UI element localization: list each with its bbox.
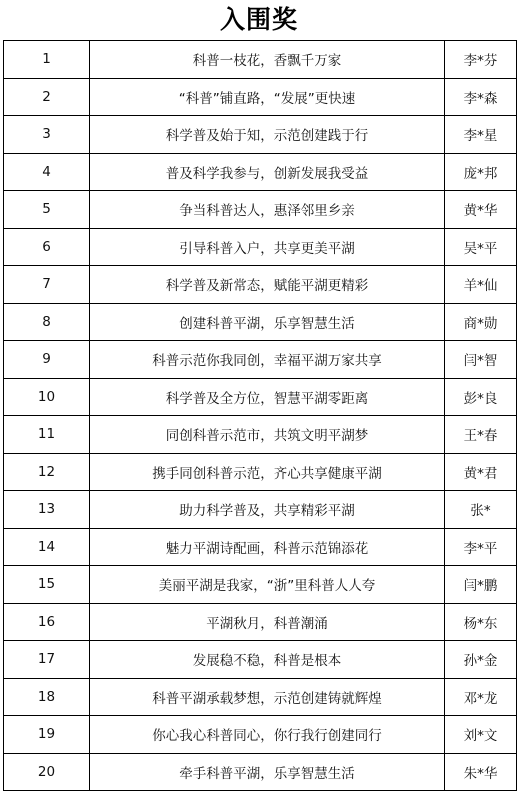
slogan-cell: 牵手科普平湖，乐享智慧生活 xyxy=(90,753,445,791)
slogan-cell: “科普”铺直路，“发展”更快速 xyxy=(90,78,445,116)
table-row xyxy=(4,228,517,266)
page-title: 入围奖 xyxy=(219,5,298,34)
table-row xyxy=(4,41,517,79)
row-number: 17 xyxy=(4,641,90,679)
slogan-cell: 科学普及始于知，示范创建践于行 xyxy=(90,116,445,154)
winner-name: 黄*华 xyxy=(445,191,517,229)
winner-name: 邓*龙 xyxy=(445,678,517,716)
slogan-cell: 普及科学我参与，创新发展我受益 xyxy=(90,153,445,191)
table-row xyxy=(4,528,517,566)
winner-name: 彭*良 xyxy=(445,378,517,416)
row-number: 13 xyxy=(4,491,90,529)
winner-name: 王*春 xyxy=(445,416,517,454)
winner-name: 商*勋 xyxy=(445,303,517,341)
slogan-cell: 同创科普示范市，共筑文明平湖梦 xyxy=(90,416,445,454)
row-number: 5 xyxy=(4,191,90,229)
row-number: 10 xyxy=(4,378,90,416)
row-number: 9 xyxy=(4,341,90,379)
slogan-cell: 发展稳不稳，科普是根本 xyxy=(90,641,445,679)
row-number: 18 xyxy=(4,678,90,716)
winner-name: 杨*东 xyxy=(445,603,517,641)
table-row xyxy=(4,341,517,379)
row-number: 3 xyxy=(4,116,90,154)
row-number: 16 xyxy=(4,603,90,641)
winner-name: 刘*文 xyxy=(445,716,517,754)
row-number: 11 xyxy=(4,416,90,454)
slogan-cell: 科普一枝花，香飘千万家 xyxy=(90,41,445,79)
winner-name: 李*芬 xyxy=(445,41,517,79)
slogan-cell: 助力科学普及，共享精彩平湖 xyxy=(90,491,445,529)
winner-name: 张* xyxy=(445,491,517,529)
row-number: 4 xyxy=(4,153,90,191)
row-number: 7 xyxy=(4,266,90,304)
table-row xyxy=(4,641,517,679)
table-row xyxy=(4,716,517,754)
table-row xyxy=(4,153,517,191)
slogan-cell: 科普示范你我同创，幸福平湖万家共享 xyxy=(90,341,445,379)
slogan-cell: 科普平湖承载梦想，示范创建铸就辉煌 xyxy=(90,678,445,716)
row-number: 2 xyxy=(4,78,90,116)
winner-name: 李*森 xyxy=(445,78,517,116)
row-number: 8 xyxy=(4,303,90,341)
table-row xyxy=(4,191,517,229)
winner-name: 庞*邦 xyxy=(445,153,517,191)
table-row xyxy=(4,116,517,154)
table-row xyxy=(4,566,517,604)
slogan-cell: 平湖秋月，科普潮涌 xyxy=(90,603,445,641)
winner-name: 闫*智 xyxy=(445,341,517,379)
row-number: 14 xyxy=(4,528,90,566)
slogan-cell: 你心我心科普同心，你行我行创建同行 xyxy=(90,716,445,754)
table-row xyxy=(4,453,517,491)
table-row xyxy=(4,378,517,416)
award-table xyxy=(3,40,517,791)
slogan-cell: 美丽平湖是我家，“浙”里科普人人夸 xyxy=(90,566,445,604)
winner-name: 孙*金 xyxy=(445,641,517,679)
table-row xyxy=(4,603,517,641)
table-row xyxy=(4,753,517,791)
row-number: 19 xyxy=(4,716,90,754)
table-row xyxy=(4,416,517,454)
row-number: 20 xyxy=(4,753,90,791)
table-row xyxy=(4,491,517,529)
row-number: 15 xyxy=(4,566,90,604)
winner-name: 闫*鹏 xyxy=(445,566,517,604)
slogan-cell: 魅力平湖诗配画，科普示范锦添花 xyxy=(90,528,445,566)
award-table-body xyxy=(4,41,517,791)
slogan-cell: 科学普及全方位，智慧平湖零距离 xyxy=(90,378,445,416)
slogan-cell: 创建科普平湖，乐享智慧生活 xyxy=(90,303,445,341)
winner-name: 黄*君 xyxy=(445,453,517,491)
winner-name: 朱*华 xyxy=(445,753,517,791)
slogan-cell: 携手同创科普示范，齐心共享健康平湖 xyxy=(90,453,445,491)
table-row xyxy=(4,678,517,716)
row-number: 1 xyxy=(4,41,90,79)
winner-name: 李*星 xyxy=(445,116,517,154)
table-row xyxy=(4,78,517,116)
table-row xyxy=(4,266,517,304)
slogan-cell: 争当科普达人，惠泽邻里乡亲 xyxy=(90,191,445,229)
table-row xyxy=(4,303,517,341)
winner-name: 李*平 xyxy=(445,528,517,566)
winner-name: 羊*仙 xyxy=(445,266,517,304)
slogan-cell: 科学普及新常态，赋能平湖更精彩 xyxy=(90,266,445,304)
row-number: 6 xyxy=(4,228,90,266)
row-number: 12 xyxy=(4,453,90,491)
winner-name: 吴*平 xyxy=(445,228,517,266)
slogan-cell: 引导科普入户，共享更美平湖 xyxy=(90,228,445,266)
